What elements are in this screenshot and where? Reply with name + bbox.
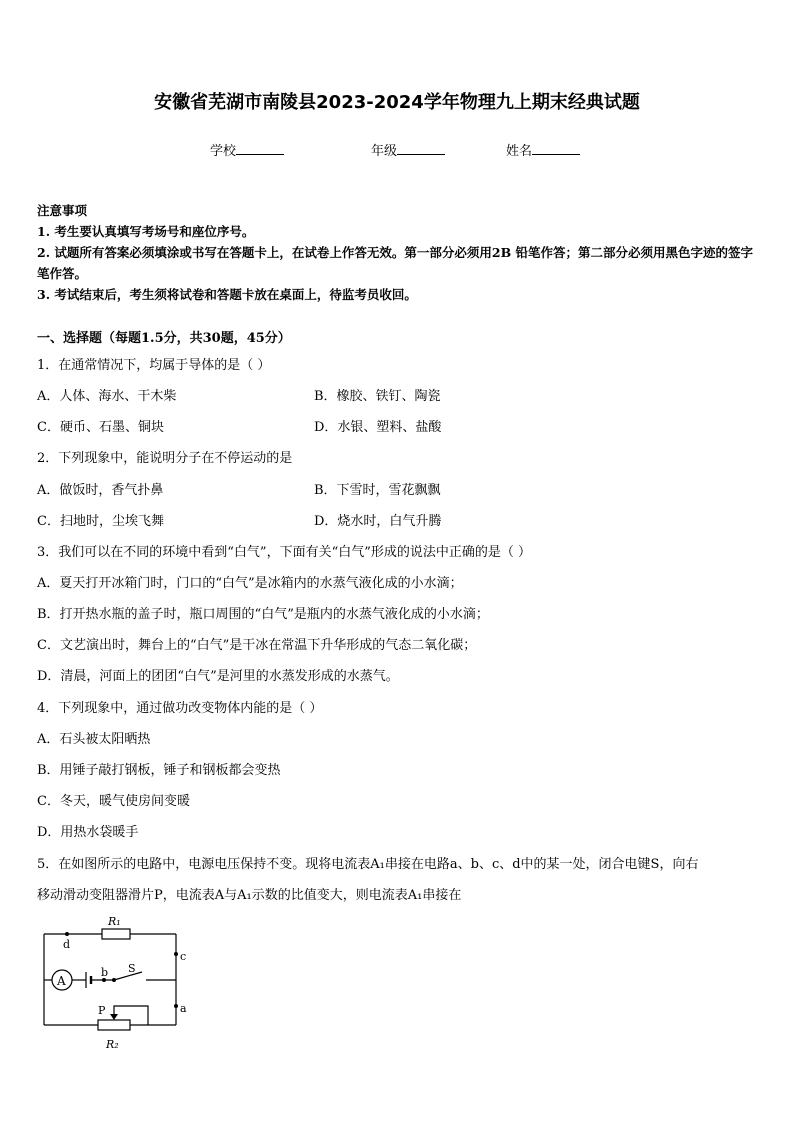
- option-d[interactable]: D．水银、塑料、盐酸: [314, 420, 442, 435]
- point-b-label: b: [101, 966, 109, 979]
- junction-dot-d: [65, 932, 69, 936]
- student-info-row: [0, 140, 794, 160]
- question-stem-continued: 移动滑动变阻器滑片P，电流表A与A₁示数的比值变大，则电流表A₁串接在: [37, 888, 462, 903]
- option-c[interactable]: C．硬币、石墨、铜块: [37, 420, 164, 435]
- question-stem: 2．下列现象中，能说明分子在不停运动的是: [37, 451, 293, 466]
- notice-block: [37, 200, 759, 305]
- slider-label: P: [98, 1004, 106, 1017]
- notice-item: 1. 考生要认真填写考场号和座位序号。: [37, 224, 255, 239]
- notice-item: 3. 考试结束后，考生须将试卷和答题卡放在桌面上，待监考员收回。: [37, 287, 417, 302]
- name-field: [506, 140, 580, 159]
- option-c[interactable]: C．扫地时，尘埃飞舞: [37, 514, 164, 529]
- r1-label: R₁: [108, 915, 121, 928]
- school-label: 学校: [210, 144, 237, 159]
- option-d[interactable]: D．烧水时，白气升腾: [314, 514, 442, 529]
- notice-heading: 注意事项: [37, 203, 88, 218]
- option-d[interactable]: D．清晨，河面上的团团“白气”是河里的水蒸发形成的水蒸气。: [37, 669, 399, 684]
- junction-dot-c: [174, 952, 178, 956]
- name-label: 姓名: [506, 144, 533, 159]
- option-a[interactable]: A．人体、海水、干木柴: [37, 389, 177, 404]
- question-stem: 4．下列现象中，通过做功改变物体内能的是（ ）: [37, 701, 323, 716]
- option-d[interactable]: D．用热水袋暖手: [37, 825, 139, 840]
- option-a[interactable]: A．夏天打开冰箱门时，门口的“白气”是冰箱内的水蒸气液化成的小水滴；: [37, 576, 463, 591]
- option-b[interactable]: B．下雪时，雪花飘飘: [314, 483, 441, 498]
- option-b[interactable]: B．打开热水瓶的盖子时，瓶口周围的“白气”是瓶内的水蒸气液化成的小水滴；: [37, 607, 489, 622]
- option-b[interactable]: B．橡胶、铁钉、陶瓷: [314, 389, 441, 404]
- grade-label: 年级: [371, 144, 398, 159]
- question-stem: 5．在如图所示的电路中，电源电压保持不变。现将电流表A₁串接在电路a、b、c、d中的某一处，闭合电键S，向右: [37, 857, 699, 872]
- switch-label: S: [128, 962, 136, 975]
- question-stem: 3．我们可以在不同的环境中看到“白气”，下面有关“白气”形成的说法中正确的是（ ）: [37, 545, 531, 560]
- point-c-label: c: [180, 950, 187, 963]
- notice-item: 2. 试题所有答案必须填涂或书写在答题卡上，在试卷上作答无效。第一部分必须用2B 铅笔作答；第二部分必须用黑色字迹的签字笔作答。: [37, 245, 754, 281]
- question-stem: 1．在通常情况下，均属于导体的是（ ）: [37, 358, 271, 373]
- page-title: 安徽省芜湖市南陵县2023-2024学年物理九上期末经典试题: [154, 92, 640, 113]
- resistor-r2: [98, 1020, 130, 1030]
- option-c[interactable]: C．冬天，暖气使房间变暖: [37, 794, 190, 809]
- section-heading: 一、选择题（每题1.5分，共30题，45分）: [37, 331, 291, 346]
- option-a[interactable]: A．石头被太阳晒热: [37, 732, 151, 747]
- point-d-label: d: [63, 938, 71, 951]
- option-c[interactable]: C．文艺演出时，舞台上的“白气”是干冰在常温下升华形成的气态二氧化碳；: [37, 638, 477, 653]
- point-a-label: a: [180, 1002, 187, 1015]
- grade-blank[interactable]: [397, 142, 445, 155]
- switch-pivot-dot: [112, 978, 116, 982]
- junction-dot-a: [174, 1004, 178, 1008]
- name-blank[interactable]: [532, 142, 580, 155]
- school-field: [210, 140, 284, 159]
- option-a[interactable]: A．做饭时，香气扑鼻: [37, 483, 164, 498]
- circuit-diagram: [36, 912, 196, 1052]
- slider-wire: [114, 1006, 148, 1025]
- option-b[interactable]: B．用锤子敲打钢板，锤子和钢板都会变热: [37, 763, 281, 778]
- r2-label: R₂: [106, 1038, 119, 1051]
- grade-field: [371, 140, 445, 159]
- school-blank[interactable]: [236, 142, 284, 155]
- ammeter-label: A: [57, 974, 66, 988]
- slider-arrow: [110, 1014, 118, 1020]
- resistor-r1: [102, 929, 130, 939]
